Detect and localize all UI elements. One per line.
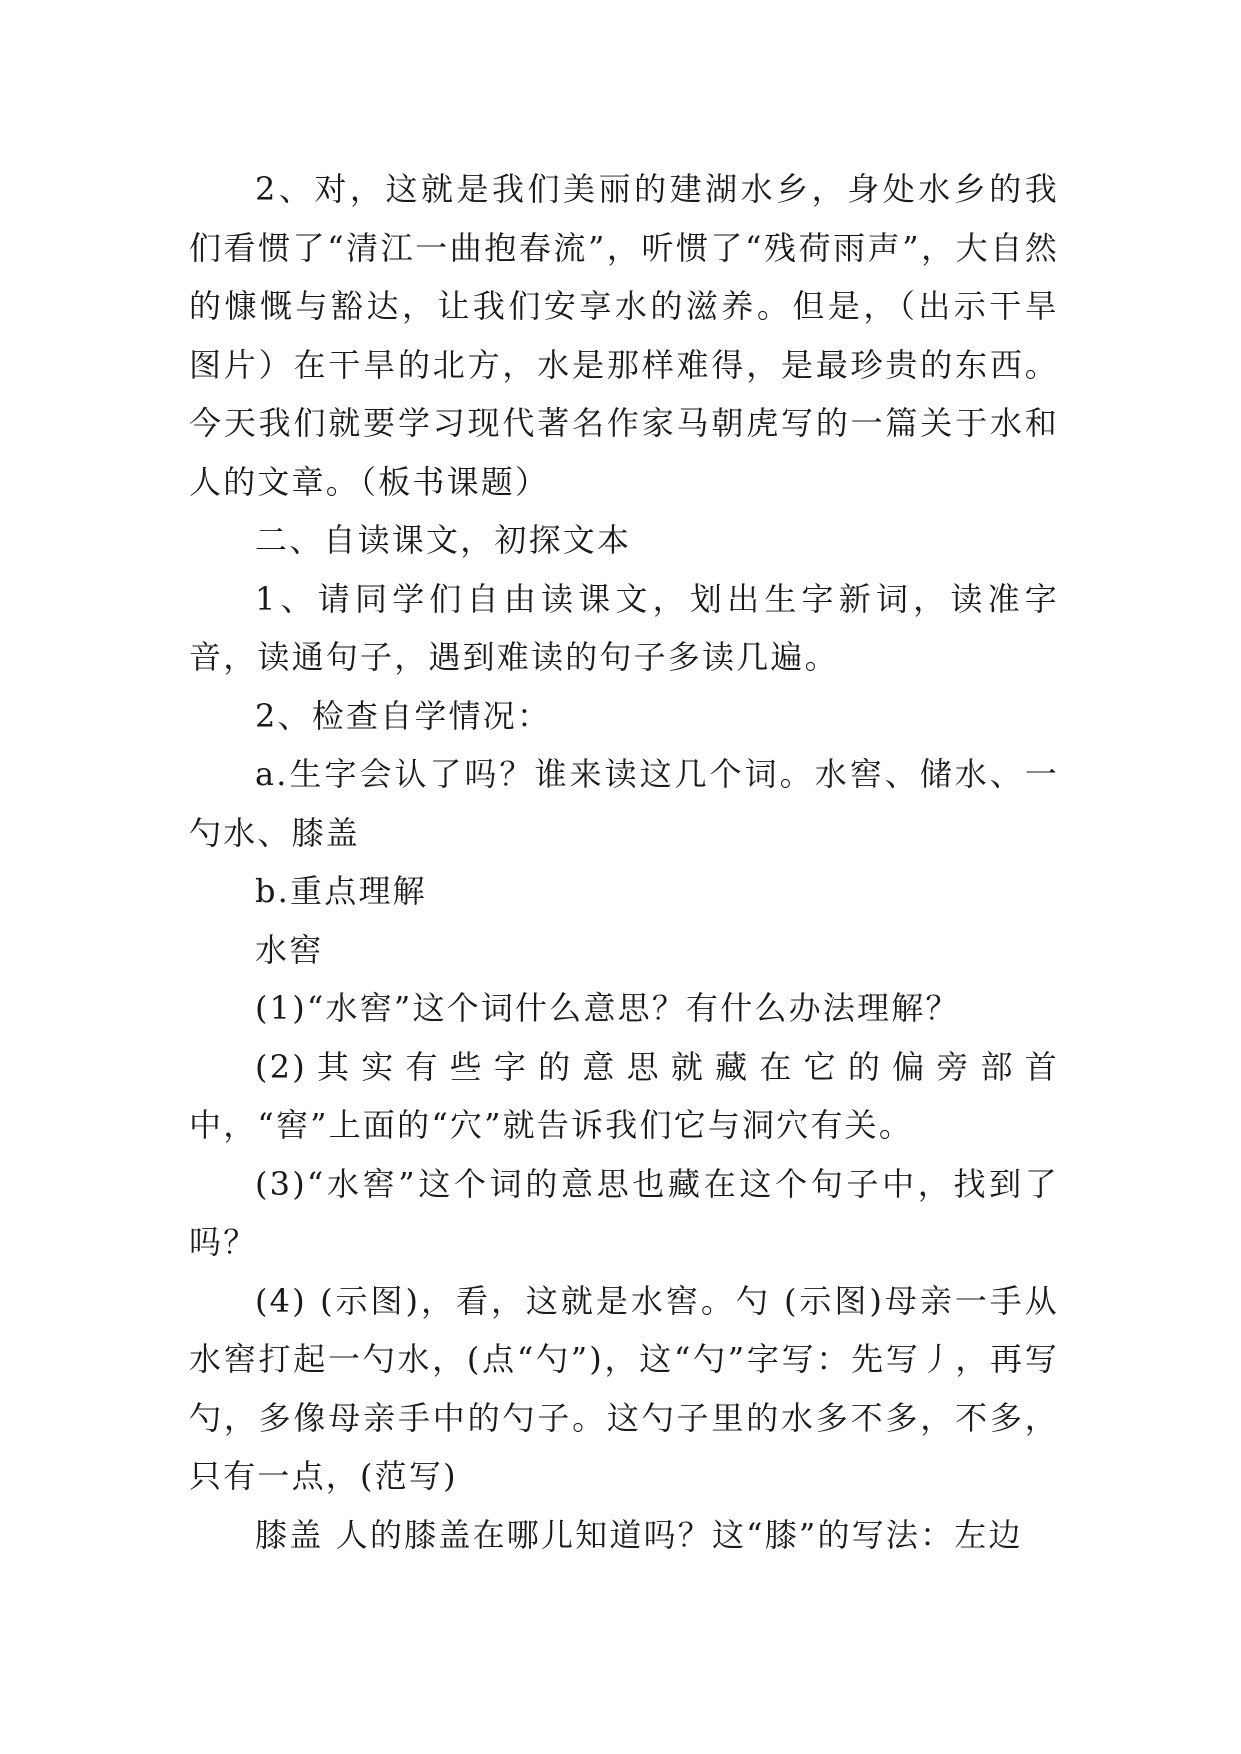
paragraph-term-shuijiao: 水窖 — [255, 930, 324, 969]
paragraph-point-2: (2)其实有些字的意思就藏在它的偏旁部首中，“窖”上面的“穴”就告诉我们它与洞穴有关。 — [189, 1047, 1059, 1144]
paragraph-term-xigai: 膝盖 人的膝盖在哪儿知道吗？这“膝”的写法：左边 — [255, 1515, 1023, 1554]
paragraph-step-1: 1、请同学们自由读课文，划出生字新词，读准字音，读通句子，遇到难读的句子多读几遍。 — [189, 579, 1059, 676]
document-body — [189, 160, 1059, 1564]
paragraph-point-3: (3)“水窖”这个词的意思也藏在这个句子中，找到了吗？ — [189, 1164, 1059, 1261]
paragraph-point-4: (4) (示图)，看，这就是水窖。勺 (示图)母亲一手从水窖打起一勺水，(点“勺”)，这“勺”字写：先写丿，再写勺，多像母亲手中的勺子。这勺子里的水多不多，不多，只有一点，(范写) — [189, 1281, 1059, 1495]
paragraph-item-a: a.生字会认了吗？谁来读这几个词。水窖、储水、一勺水、膝盖 — [189, 755, 1059, 852]
paragraph-item-b: b.重点理解 — [255, 872, 427, 910]
section-heading-self-reading: 二、自读课文，初探文本 — [255, 521, 632, 559]
paragraph-intro: 2、对，这就是我们美丽的建湖水乡，身处水乡的我们看惯了“清江一曲抱春流”，听惯了“残荷雨声”，大自然的慷慨与豁达，让我们安享水的滋养。但是，（出示干旱图片）在干旱的北方，水是那样难得，是最珍贵的东西。今天我们就要学习现代著名作家马朝虎写的一篇关于水和人的文章。（板书课题） — [189, 170, 1059, 501]
paragraph-step-2: 2、检查自学情况： — [255, 696, 552, 735]
paragraph-point-1: (1)“水窖”这个词什么意思？有什么办法理解？ — [255, 989, 960, 1027]
